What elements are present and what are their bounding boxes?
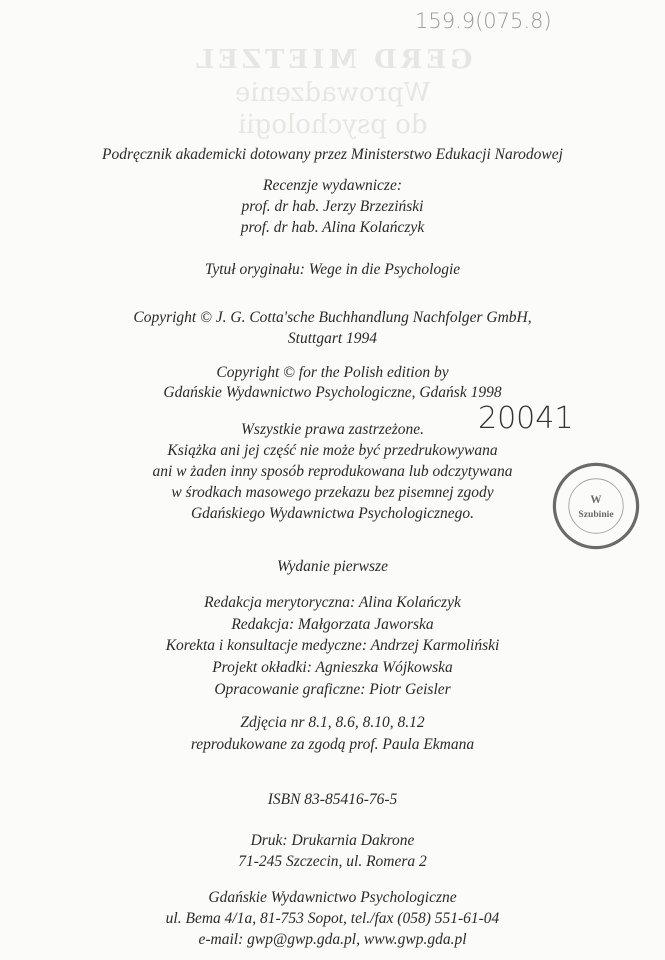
text-line: e-mail: gwp@gwp.gda.pl, www.gwp.gda.pl bbox=[198, 931, 467, 948]
text-line: Stuttgart 1994 bbox=[287, 330, 378, 347]
text-line: Recenzje wydawnicze: bbox=[262, 177, 402, 194]
text-line: ul. Bema 4/1a, 81-753 Sopot, tel./fax (058) 551-61-04 bbox=[165, 910, 500, 927]
svg-text:Szubinie: Szubinie bbox=[578, 509, 614, 521]
text-line: Projekt okładki: Agnieszka Wójkowska bbox=[212, 659, 453, 676]
text-line: w środkach masowego przekazu bez pisemnej zgody bbox=[171, 484, 494, 501]
handwritten-inventory-number: 20041 bbox=[478, 401, 574, 436]
text-line: Redakcja merytoryczna: Alina Kolańczyk bbox=[204, 594, 461, 611]
text-line: 71-245 Szczecin, ul. Romera 2 bbox=[238, 853, 427, 870]
text-line: Opracowanie graficzne: Piotr Geisler bbox=[214, 681, 451, 698]
show-through-title-1: Wprowadzenie bbox=[234, 78, 431, 108]
text-line: ani w żaden inny sposób reprodukowana lub odczytywana bbox=[152, 463, 513, 480]
show-through-title-2: do psychologii bbox=[237, 110, 428, 140]
text-line: prof. dr hab. Alina Kolańczyk bbox=[240, 219, 425, 236]
text-line: Gdańskiego Wydawnictwa Psychologicznego. bbox=[190, 505, 475, 522]
text-line: Copyright © J. G. Cotta'sche Buchhandlung Nachfolger GmbH, bbox=[133, 309, 532, 326]
handwritten-call-number: 159.9(075.8) bbox=[415, 9, 552, 33]
text-line: Copyright © for the Polish edition by bbox=[216, 364, 449, 381]
text-line: Redakcja: Małgorzata Jaworska bbox=[231, 616, 434, 633]
text-line: Gdańskie Wydawnictwo Psychologiczne bbox=[208, 889, 457, 906]
text-line: Zdjęcia nr 8.1, 8.6, 8.10, 8.12 bbox=[240, 714, 425, 731]
text-line: Podręcznik akademicki dotowany przez Ministerstwo Edukacji Narodowej bbox=[102, 146, 563, 163]
svg-text:W: W bbox=[590, 493, 602, 506]
text-line: Gdańskie Wydawnictwo Psychologiczne, Gdańsk 1998 bbox=[163, 384, 502, 401]
text-line: Wszystkie prawa zastrzeżone. bbox=[241, 421, 424, 438]
text-line: ISBN 83-85416-76-5 bbox=[267, 791, 398, 808]
show-through-author: GERD MIETZEL bbox=[192, 45, 473, 75]
text-line: Wydanie pierwsze bbox=[277, 558, 388, 575]
text-line: Książka ani jej część nie może być przedrukowywana bbox=[167, 442, 498, 459]
text-line: Druk: Drukarnia Dakrone bbox=[250, 832, 415, 849]
text-line: reprodukowane za zgodą prof. Paula Ekmana bbox=[190, 736, 475, 753]
text-line: prof. dr hab. Jerzy Brzeziński bbox=[241, 198, 424, 215]
text-line: Korekta i konsultacje medyczne: Andrzej Karmoliński bbox=[165, 637, 500, 654]
text-line: Tytuł oryginału: Wege in die Psychologie bbox=[204, 261, 461, 278]
